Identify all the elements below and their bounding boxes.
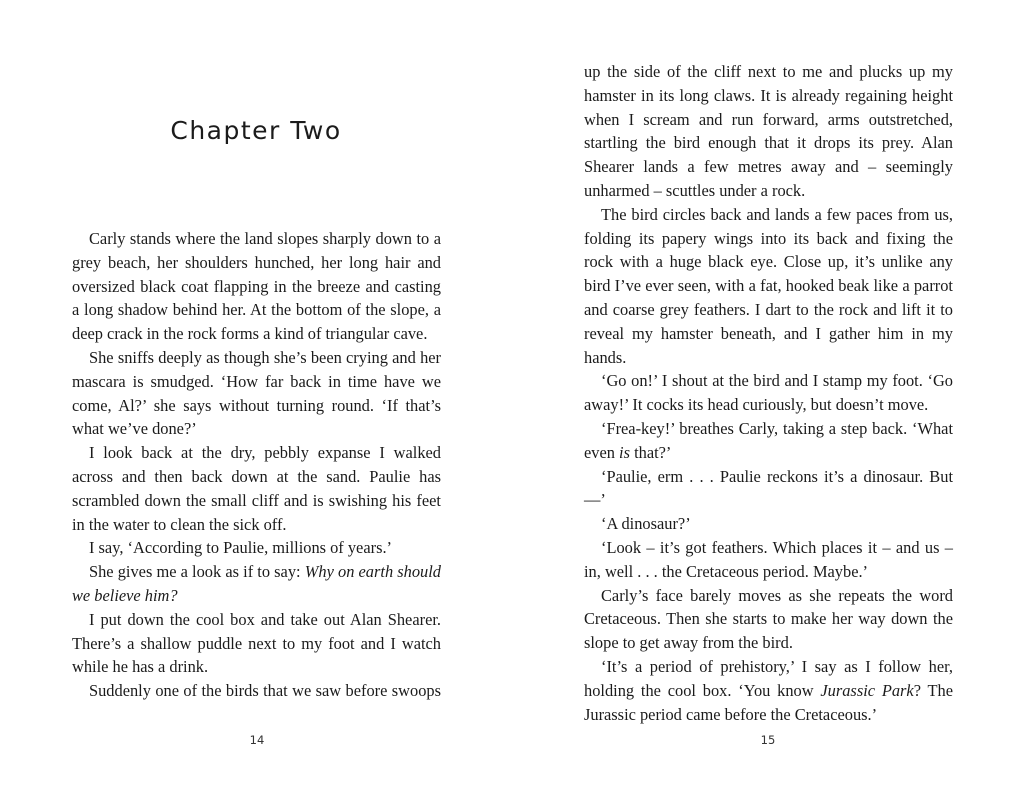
paragraph	[584, 369, 953, 417]
paragraph	[72, 346, 441, 441]
paragraph-text: Suddenly one of the birds that we saw before swoops	[89, 681, 441, 701]
paragraph	[584, 417, 953, 465]
page-number-left: 14	[249, 733, 265, 747]
paragraph-text: Carly stands where the land slopes sharply down to a grey beach, her shoulders hunched, her long hair and oversized black coat flapping in the breeze and casting a long shadow behind her. At the bottom of the slope, a deep crack in the rock forms a kind of triangular cave.	[72, 229, 441, 344]
paragraph-text: I say, ‘According to Paulie, millions of years.’	[89, 538, 393, 558]
paragraph-text: She sniffs deeply as though she’s been crying and her mascara is smudged. ‘How far back in time have we come, Al?’ she says without turning round. ‘If that’s what we’ve done?’	[72, 347, 441, 439]
paragraph-text: ‘Go on!’ I shout at the bird and I stamp my foot. ‘Go away!’ It cocks its head curiously, but doesn’t move.	[584, 371, 953, 415]
paragraph	[72, 679, 441, 703]
paragraph-text: ? The Jurassic period came before the Cretaceous.’	[584, 680, 953, 724]
paragraph	[584, 203, 953, 370]
paragraph-text: I put down the cool box and take out Alan Shearer. There’s a shallow puddle next to my foot and I watch while he has a drink.	[72, 609, 441, 677]
right-page	[512, 0, 1024, 786]
paragraph-text: ‘A dinosaur?’	[601, 514, 691, 534]
paragraph	[72, 560, 441, 608]
paragraph	[584, 60, 953, 203]
paragraph-text: ‘It’s a period of prehistory,’ I say as I follow her, holding the cool box. ‘You know	[584, 656, 953, 700]
paragraph-text: that?’	[629, 442, 672, 462]
paragraph	[584, 655, 953, 726]
paragraph-text: ‘Look – it’s got feathers. Which places it – and us – in, well . . . the Cretaceous period. Maybe.’	[584, 537, 953, 581]
paragraph	[584, 536, 953, 584]
italic-text: Jurassic Park	[820, 680, 914, 700]
page-number-right: 15	[760, 733, 776, 747]
paragraph	[72, 227, 441, 346]
right-page-body	[584, 60, 953, 726]
paragraph-text: ‘Paulie, erm . . . Paulie reckons it’s a dinosaur. But—’	[584, 466, 953, 510]
paragraph-text: The bird circles back and lands a few paces from us, folding its papery wings into its back and fixing the rock with a huge black eye. Close up, it’s unlike any bird I’ve ever seen, with a fat, hooked beak like a parrot and coarse grey feathers. I dart to the rock and lift it to reveal my hamster beneath, and I gather him in my hands.	[584, 204, 953, 367]
paragraph	[584, 584, 953, 655]
italic-text: Why on earth should we believe him?	[72, 562, 441, 605]
left-page-body	[72, 227, 441, 703]
paragraph	[584, 512, 953, 536]
paragraph	[584, 465, 953, 513]
paragraph	[72, 441, 441, 536]
paragraph-text: I look back at the dry, pebbly expanse I walked across and then back down at the sand. Paulie has scrambled down the small cliff and is swishing his feet in the water to clean the sick off.	[72, 443, 441, 534]
italic-text: is	[619, 442, 630, 462]
paragraph-text: She gives me a look as if to say:	[89, 562, 305, 582]
paragraph	[72, 536, 441, 560]
paragraph-text: ‘Frea-key!’ breathes Carly, taking a step back. ‘What even	[584, 418, 953, 462]
paragraph	[72, 608, 441, 679]
paragraph-text: up the side of the cliff next to me and plucks up my hamster in its long claws. It is already regaining height when I scream and run forward, arms outstretched, startling the bird enough that it drops its prey. Alan Shearer lands a few metres away and – seemingly unharmed – scuttles under a rock.	[584, 62, 953, 200]
paragraph-text: Carly’s face barely moves as she repeats the word Cretaceous. Then she starts to make her way down the slope to get away from the bird.	[584, 585, 953, 653]
chapter-title: Chapter Two	[170, 116, 342, 145]
